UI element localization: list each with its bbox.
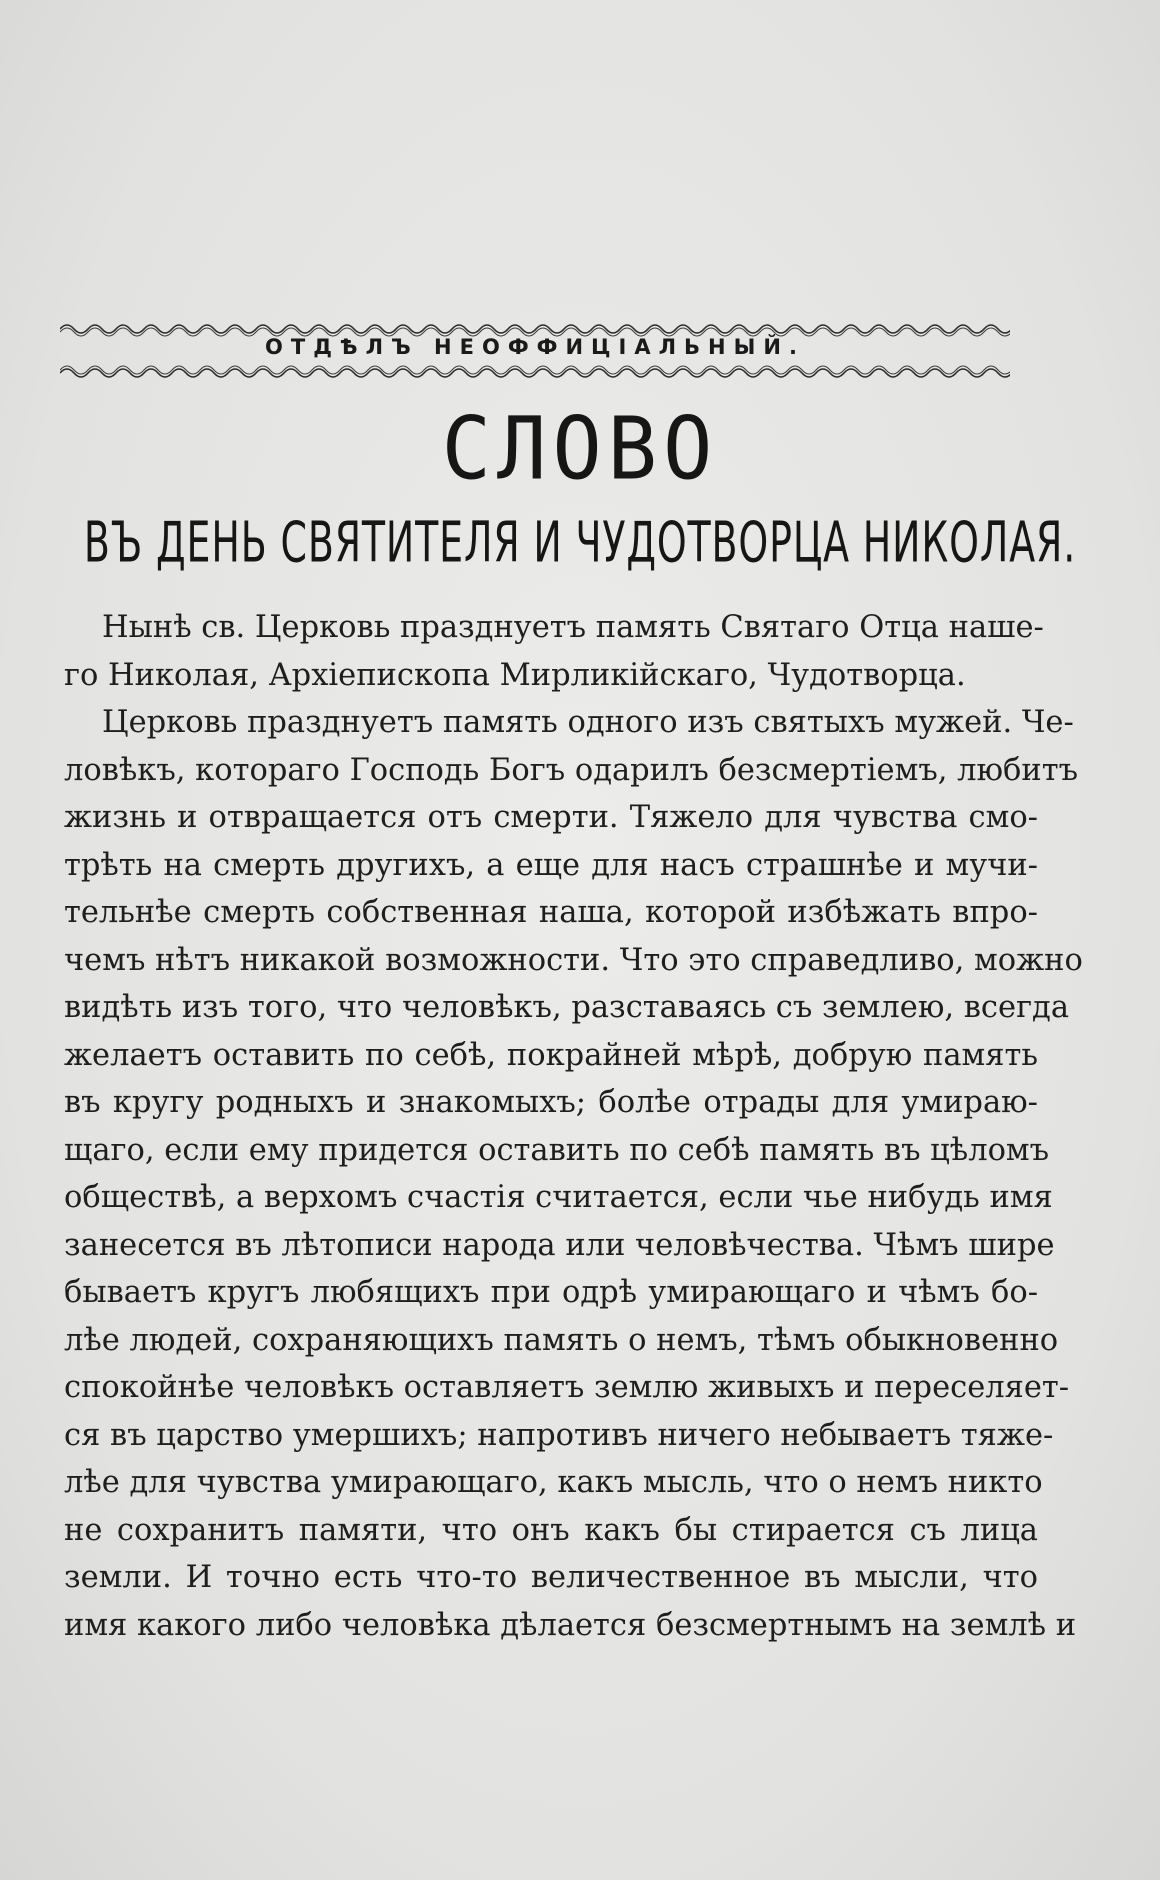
paragraph-2 [64, 699, 1083, 1649]
section-header: ОТДѢЛЪ НЕОФФИЦІАЛЬНЫЙ. [265, 335, 805, 359]
text-line: желаетъ оставить по себѣ, покрайней мѣрѣ, добрую память [64, 1037, 1038, 1073]
text-line: щаго, если ему придется оставить по себѣ память въ цѣломъ [64, 1132, 1050, 1168]
text-line: видѣть изъ того, что человѣкъ, разставаясь съ землею, всегда [64, 990, 1070, 1025]
text-line: не сохранитъ памяти, что онъ какъ бы стирается съ лица [64, 1512, 1038, 1548]
text-line: Церковь празднуетъ память одного изъ святыхъ мужей. Че- [102, 705, 1074, 740]
text-line: го Николая, Архіепископа Мирликійскаго, Чудотворца. [64, 657, 966, 693]
text-line: ловѣкъ, котораго Господь Богъ одарилъ безсмертіемъ, любитъ [64, 752, 1079, 788]
body-text [64, 604, 1083, 1649]
header-bottom-ornament [60, 362, 1010, 384]
text-line: жизнь и отвращается отъ смерти. Тяжело для чувства смо- [64, 800, 1038, 835]
text-line: Нынѣ св. Церковь празднуетъ память Святаго Отца наше- [102, 610, 1044, 645]
text-line: имя какого либо человѣка дѣлается безсмертнымъ на землѣ и [64, 1607, 1077, 1643]
sermon-title: СЛОВО [441, 399, 719, 500]
text-line: трѣть на смерть другихъ, а еще для насъ страшнѣе и мучи- [64, 847, 1038, 883]
text-line: бываетъ кругъ любящихъ при одрѣ умирающаго и чѣмъ бо- [64, 1275, 1038, 1310]
text-line: лѣе для чувства умирающаго, какъ мысль, что о немъ никто [64, 1465, 1043, 1500]
paragraph-1 [64, 604, 1044, 699]
text-line: чемъ нѣтъ никакой возможности. Что это справедливо, можно [64, 942, 1083, 978]
text-line: спокойнѣе человѣкъ оставляетъ землю живыхъ и переселяет- [64, 1370, 1070, 1405]
text-line: обществѣ, а верхомъ счастія считается, если чье нибудь имя [64, 1180, 1053, 1215]
text-line: занесется въ лѣтописи народа или человѣчества. Чѣмъ шире [64, 1227, 1055, 1263]
text-line: земли. И точно есть что-то величественное въ мысли, что [64, 1560, 1038, 1595]
sermon-subtitle: ВЪ ДЕНЬ СВЯТИТЕЛЯ И ЧУДОТВОРЦА НИКОЛАЯ. [83, 509, 1077, 576]
text-line: лѣе людей, сохраняющихъ память о немъ, тѣмъ обыкновенно [64, 1322, 1059, 1358]
text-line: ся въ царство умершихъ; напротивъ ничего небываетъ тяже- [64, 1417, 1054, 1453]
text-line: тельнѣе смерть собственная наша, которой избѣжать впро- [64, 895, 1038, 930]
text-line: въ кругу родныхъ и знакомыхъ; болѣе отрады для умираю- [64, 1085, 1038, 1120]
